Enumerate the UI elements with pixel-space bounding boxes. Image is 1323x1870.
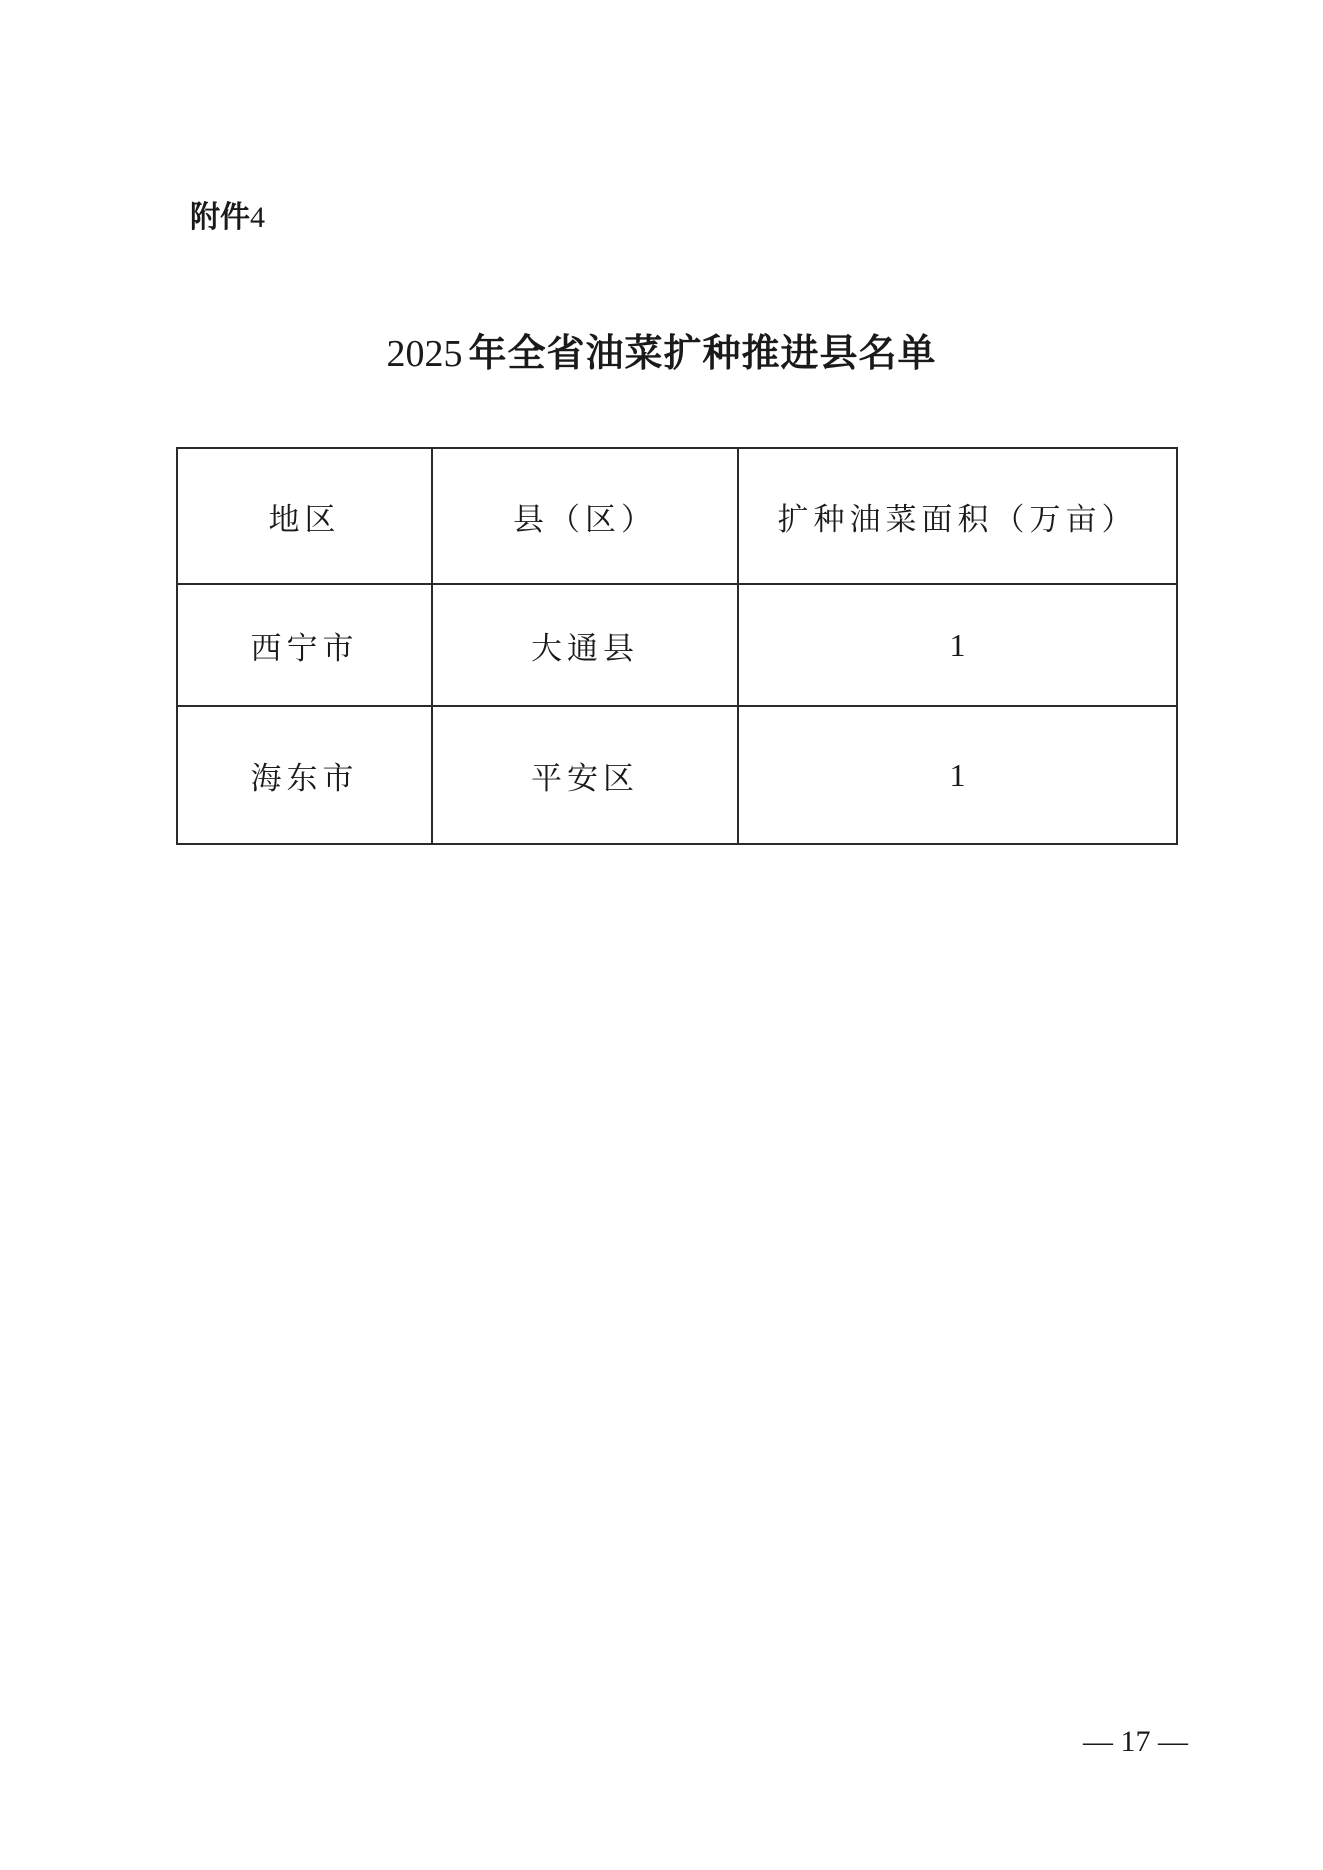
cell-region: 海东市 <box>177 706 432 844</box>
header-county: 县（区） <box>432 448 738 584</box>
header-region: 地区 <box>177 448 432 584</box>
cell-area: 1 <box>738 584 1177 706</box>
document-title <box>0 328 1323 379</box>
title-text: 年全省油菜扩种推进县名单 <box>468 331 937 375</box>
table-row <box>177 706 1177 844</box>
table-row <box>177 584 1177 706</box>
cell-county: 大通县 <box>432 584 738 706</box>
table-header-row <box>177 448 1177 584</box>
cell-region: 西宁市 <box>177 584 432 706</box>
header-area: 扩种油菜面积（万亩） <box>738 448 1177 584</box>
page-number: — 17 — <box>1083 1725 1188 1758</box>
attachment-label-text: 附件 <box>190 200 250 235</box>
attachment-label <box>190 198 265 238</box>
county-list-table <box>176 447 1178 845</box>
title-year: 2025 <box>386 333 463 375</box>
cell-county: 平安区 <box>432 706 738 844</box>
attachment-number: 4 <box>250 201 265 234</box>
cell-area: 1 <box>738 706 1177 844</box>
